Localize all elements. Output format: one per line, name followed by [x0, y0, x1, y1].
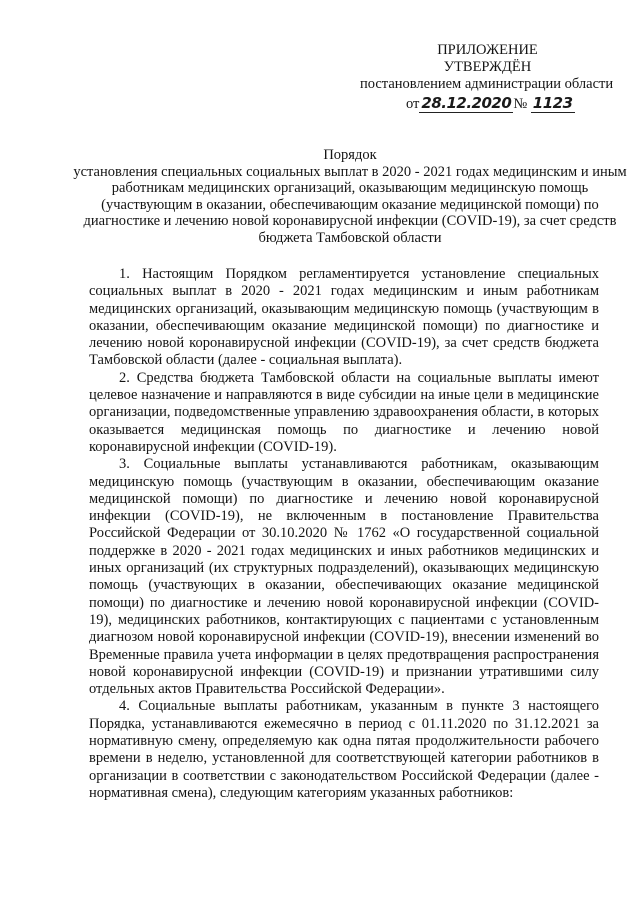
title-subtitle: установления специальных социальных выплат в 2020 - 2021 годах медицинским и иным работникам медицинских организаций, оказывающим медицинскую помощь (участвующим в оказании, обеспечивающим оказание медицинской помощи) по диагностике и лечению новой коронавирусной инфекции (COVID-19), за счет средств бюджета Тамбовской области — [73, 163, 627, 246]
document-body — [89, 266, 599, 802]
date-prefix: от — [406, 96, 420, 112]
date-line — [406, 95, 575, 113]
paragraph-2: 2. Средства бюджета Тамбовской области на социальные выплаты имеют целевое назначение и направляются в виде субсидии на иные цели в медицинские организации, подведомственные управлению здравоохранения области, в которых оказывается медицинская помощь по диагностике и лечению новой коронавирусной инфекции (COVID-19). — [89, 369, 599, 455]
handwritten-number: 1123 — [532, 94, 573, 112]
number-prefix: № — [513, 96, 528, 112]
title-heading: Порядок — [323, 147, 377, 163]
approved-label: УТВЕРЖДЁН — [443, 59, 532, 75]
document-title — [70, 147, 630, 246]
handwritten-date: 28.12.2020 — [421, 94, 512, 112]
paragraph-1: 1. Настоящим Порядком регламентируется установление специальных социальных выплат в 2020 - 2021 годах медицинским и иным работникам медицинских организаций, оказывающим медицинскую помощь (участвующим в оказании, обеспечивающим оказание медицинской помощи) по диагностике и лечению новой коронавирусной инфекции (COVID-19), за счет средств бюджета Тамбовской области (далее - социальная выплата). — [89, 266, 599, 369]
appendix-block — [360, 42, 615, 93]
paragraph-4: 4. Социальные выплаты работникам, указанным в пункте 3 настоящего Порядка, устанавливаются ежемесячно в период с 01.11.2020 по 31.12.2021 за нормативную смену, определяемую как одна пятая продолжительности рабочего времени в неделю, установленной для соответствующей категории работников в организации в соответствии с законодательством Российской Федерации (далее - нормативная смена), следующим категориям указанных работников: — [89, 698, 599, 801]
paragraph-3: 3. Социальные выплаты устанавливаются работникам, оказывающим медицинскую помощь (участвующим в оказании, обеспечивающим оказание медицинской помощи) по диагностике и лечению новой коронавирусной инфекции (COVID-19), не включенным в постановление Правительства Российской Федерации от 30.10.2020 № 1762 «О государственной социальной поддержке в 2020 - 2021 годах медицинских и иных работников медицинских и иных организаций (их структурных подразделений), оказывающих медицинскую помощь (участвующих в оказании, обеспечивающих оказание медицинской помощи) по диагностике и лечению новой коронавирусной инфекции (COVID-19), медицинских работников, контактирующих с пациентами с установленным диагнозом новой коронавирусной инфекции (COVID-19), внесении изменений во Временные правила учета информации в целях предотвращения распространения новой коронавирусной инфекции (COVID-19) и признании утратившими силу отдельных актов Правительства Российской Федерации». — [89, 456, 599, 698]
appendix-label: ПРИЛОЖЕНИЕ — [437, 42, 538, 58]
approved-by: постановлением администрации области — [360, 76, 614, 92]
